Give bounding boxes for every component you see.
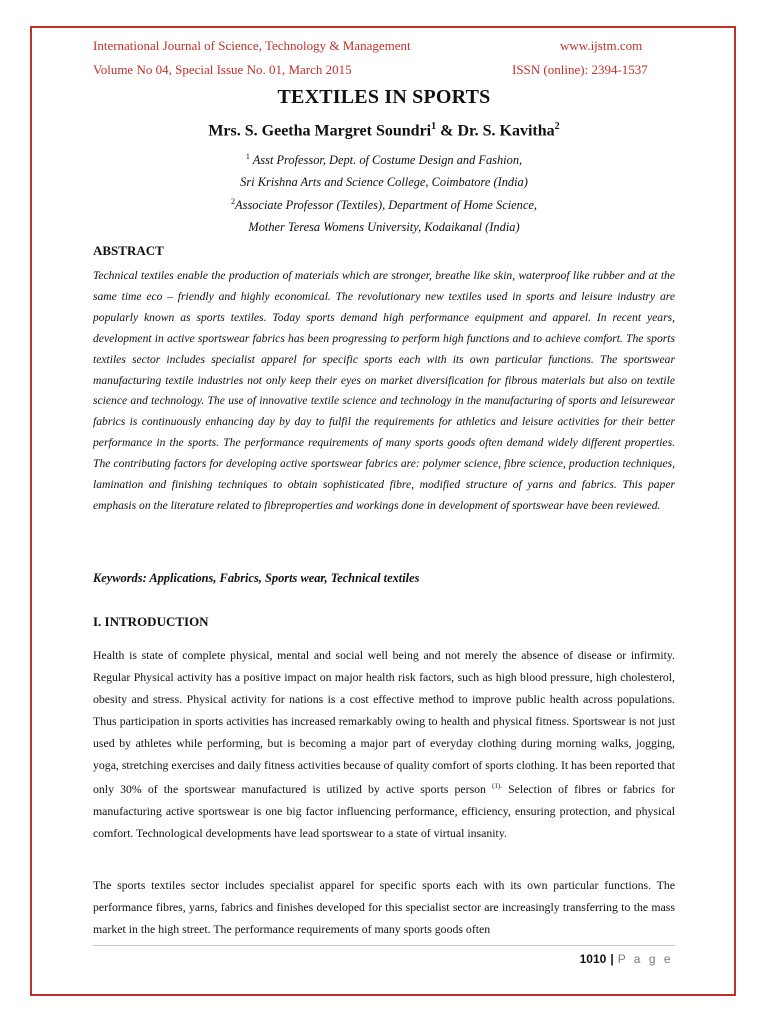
author-1: Mrs. S. Geetha Margret Soundri: [208, 122, 432, 140]
affiliation-2b: [0, 220, 768, 235]
footer-separator: |: [610, 952, 614, 966]
introduction-paragraph-1: [93, 645, 675, 845]
introduction-paragraph-2: The sports textiles sector includes specialist apparel for specific sports each with its own particular functions. The performance fibres, yarns, fabrics and finishes developed for this specialist sector are increasingly transferring to the mass market in the high street. The performance requirements of many sports goods often: [93, 878, 675, 936]
abstract-text: Technical textiles enable the production of materials which are stronger, breathe like skin, waterproof like rubber and at the same time eco – friendly and highly economical. The revolutionary new textiles used in sports and leisure industry are popularly known as sports textiles. Today sports demand high performance equipment and apparel. In recent years, development in active sportswear fabrics has been progressing to perform high functions and to achieve comfort. The sports textiles sector includes specialist apparel for specific sports each with its own particular functions. The sportswear manufacturing textile industries not only keep their eyes on market diversification for fibrous materials but also on textile science and technology. The use of innovative textile science and technology in the manufacturing of sports and leisurewear fabrics is continuously enhancing day by day to fulfil the requirements for athletics and leisure activities for their better performance in the sports. The performance requirements of many sports goods often demand widely different properties. The contributing factors for developing active sportswear fabrics are: polymer science, fibre science, production techniques, lamination and finishing techniques to obtain sophisticated fibre, modified structure of yarns and fabrics. This paper emphasis on the literature related to fibreproperties and workings done in development of sportswear have been reviewed.: [93, 269, 675, 512]
author-line: [0, 121, 768, 140]
affiliation-1: [0, 152, 768, 168]
author-2: Dr. S. Kavitha: [457, 122, 555, 140]
citation-ref: (1).: [492, 782, 502, 791]
journal-name: International Journal of Science, Technology & Management: [93, 38, 411, 53]
affiliation-2-text: Associate Professor (Textiles), Department of Home Science,: [235, 198, 537, 213]
affiliation-1-sup: 1: [245, 152, 250, 161]
keywords: Keywords: Applications, Fabrics, Sports wear, Technical textiles: [93, 571, 420, 585]
affiliation-2: [0, 197, 768, 213]
abstract-heading: ABSTRACT: [93, 243, 164, 258]
author-1-sup: 1: [431, 121, 437, 132]
affiliation-2b-text: Mother Teresa Womens University, Kodaikanal (India): [248, 220, 520, 234]
page-footer: [580, 952, 673, 966]
page-number: 1010: [579, 952, 607, 966]
issn: ISSN (online): 2394-1537: [512, 62, 648, 77]
journal-url: www.ijstm.com: [560, 38, 643, 53]
author-2-sup: 2: [554, 121, 560, 132]
intro-p1-part-a: Health is state of complete physical, mental and social well being and not merely the absence of disease or infirmity. Regular Physical activity has a positive impact on major health risk factors, such as high blood pressure, high cholesterol, obesity and stress. Physical activity for nations is a cost effective method to improve public health across populations. Thus participation in sports activities has increased remarkably owing to health and physical fitness. Sportswear is not just used by athletes while performing, but is becoming a major part of everyday clothing during morning walks, jogging, yoga, stretching exercises and daily fitness activities because of quality comfort of sports clothing. It has been reported that only 30% of the sportswear manufactured is utilized by active sports person: [93, 648, 675, 797]
introduction-heading: I. INTRODUCTION: [93, 614, 209, 629]
intro-p1-part-b: Selection of fibres or fabrics for manufacturing active sportswear is one big factor influencing performance, efficiency, ensuring protection, and physical comfort. Technological developments have lead sportswear to a state of virtual insanity.: [93, 782, 675, 841]
author-joiner: &: [436, 122, 458, 140]
affiliation-2-sup: 2: [231, 197, 236, 206]
footer-rule: [93, 945, 675, 946]
volume-info: Volume No 04, Special Issue No. 01, March 2015: [93, 62, 352, 77]
page-label: P a g e: [617, 952, 673, 966]
affiliation-1-text: Asst Professor, Dept. of Costume Design and Fashion,: [249, 153, 523, 168]
affiliation-1b: [0, 175, 768, 190]
affiliation-1b-text: Sri Krishna Arts and Science College, Coimbatore (India): [240, 175, 528, 189]
paper-title: TEXTILES IN SPORTS: [277, 86, 491, 108]
